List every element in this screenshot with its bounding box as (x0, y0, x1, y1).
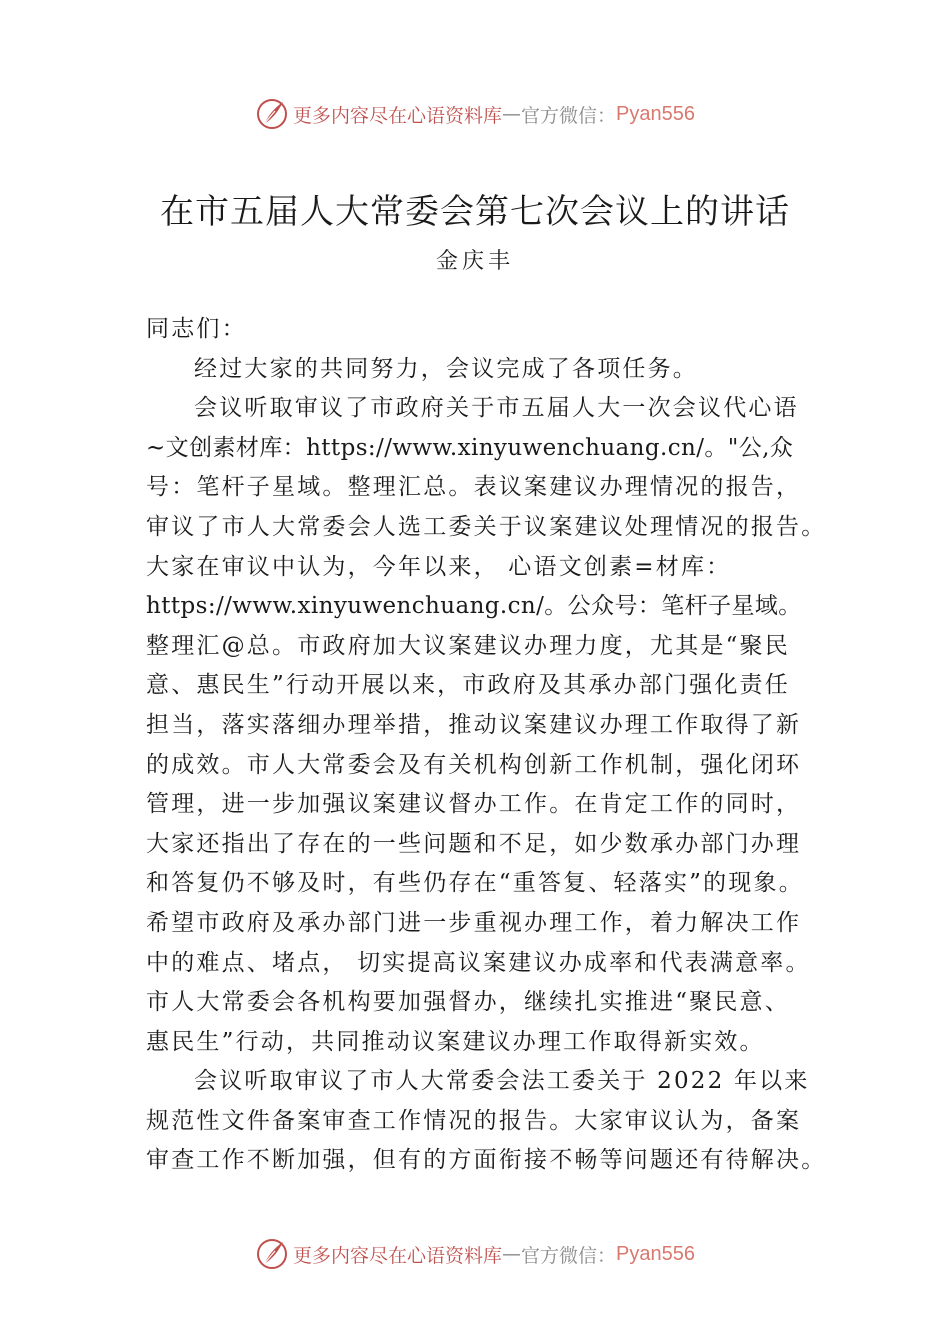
banner-site-text: 更多内容尽在心语资料库 (293, 1244, 503, 1267)
banner-site-text: 更多内容尽在心语资料库 (293, 104, 503, 127)
footer-banner (0, 1234, 950, 1274)
paragraph-line: 会议听取审议了市政府关于市五届人大一次会议代心语 (194, 395, 799, 422)
paragraph-line: 号：笔杆子星域。整理汇总。表议案建议办理情况的报告， (146, 474, 802, 501)
paragraph-line: ~文创素材库：https://www.xinyuwenchuang.cn/。"公,众 (146, 434, 794, 461)
paragraph-line: 大家还指出了存在的一些问题和不足，如少数承办部门办理 (146, 830, 802, 857)
banner-dash: — (502, 103, 522, 125)
paragraph-line: 整理汇@总。市政府加大议案建议办理力度，尤其是“聚民 (146, 632, 790, 659)
paragraph-line: 管理，进一步加强议案建议督办工作。在肯定工作的同时， (146, 791, 802, 818)
paragraph-line: https://www.xinyuwenchuang.cn/。公众号：笔杆子星域。 (146, 593, 802, 620)
banner-dash: — (502, 1243, 522, 1265)
salutation: 同志们： (146, 316, 247, 342)
banner-wechat-id: Pyan556 (616, 102, 695, 125)
quill-pen-icon (255, 97, 289, 131)
document-body (146, 310, 834, 1181)
paragraph-line: 的成效。市人大常委会及有关机构创新工作机制，强化闭环 (146, 751, 802, 778)
paragraph-line: 会议听取审议了市人大常委会法工委关于 2022 年以来 (194, 1068, 810, 1095)
paragraph-line: 经过大家的共同努力，会议完成了各项任务。 (194, 355, 698, 382)
header-banner (0, 94, 950, 134)
banner-wechat-id: Pyan556 (616, 1242, 695, 1265)
author-name: 金庆丰 (435, 249, 514, 274)
paragraph-line: 惠民生”行动，共同推动议案建议办理工作取得新实效。 (146, 1028, 765, 1055)
paragraph-line: 意、惠民生”行动开展以来，市政府及其承办部门强化责任 (146, 672, 790, 699)
paragraph-line: 担当，落实落细办理举措，推动议案建议办理工作取得了新 (146, 711, 802, 738)
page-title: 在市五届人大常委会第七次会议上的讲话 (160, 192, 790, 232)
paragraph-line: 中的难点、堵点， 切实提高议案建议办成率和代表满意率。 (146, 949, 811, 976)
paragraph-line: 审议了市人大常委会人选工委关于议案建议处理情况的报告。 (146, 513, 827, 540)
paragraph-line: 大家在审议中认为，今年以来， 心语文创素=材库： (146, 553, 732, 580)
quill-pen-icon (255, 1237, 289, 1271)
paragraph-line: 审查工作不断加强，但有的方面衔接不畅等问题还有待解决。 (146, 1147, 827, 1174)
banner-wechat-label: 官方微信： (521, 1244, 617, 1267)
paragraph-line: 和答复仍不够及时，有些仍存在“重答复、轻落实”的现象。 (146, 870, 804, 897)
banner-wechat-label: 官方微信： (521, 104, 617, 127)
paragraph-line: 规范性文件备案审查工作情况的报告。大家审议认为，备案 (146, 1107, 802, 1134)
paragraph-line: 市人大常委会各机构要加强督办，继续扎实推进“聚民意、 (146, 989, 790, 1016)
paragraph-line: 希望市政府及承办部门进一步重视办理工作，着力解决工作 (146, 909, 802, 936)
